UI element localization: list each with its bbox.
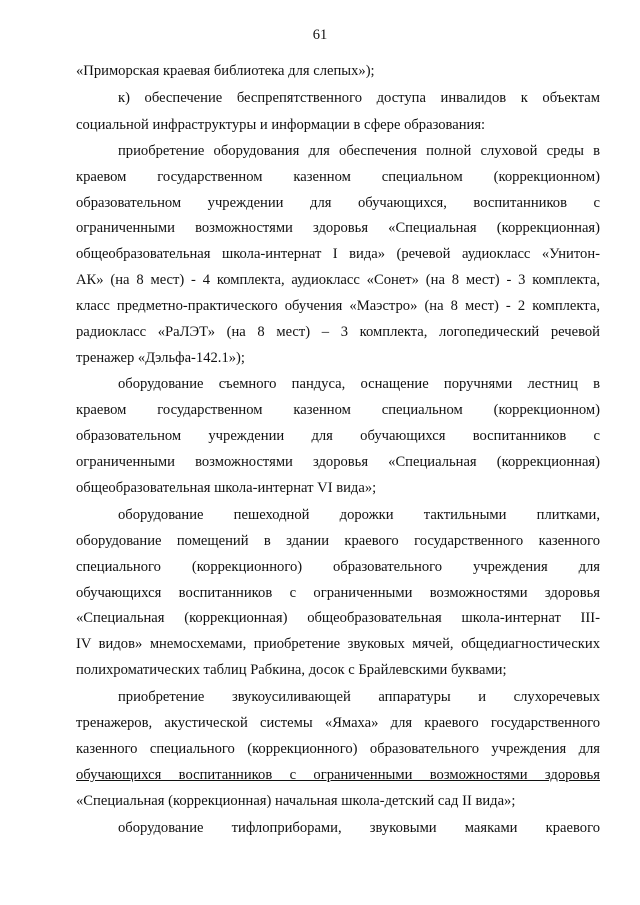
text-line: краевом государственном казенном специальном (коррекционном) — [76, 169, 600, 185]
text-line: радиокласс «РаЛЭТ» (на 8 мест) – 3 комплекта, логопедический речевой — [76, 324, 600, 340]
text-line: обучающихся воспитанников с ограниченными возможностями здоровья — [76, 767, 600, 783]
text-line: приобретение оборудования для обеспечения полной слуховой среды в — [118, 143, 600, 159]
text-line: социальной инфраструктуры и информации в сфере образования: — [76, 117, 486, 133]
text-line: общеобразовательная школа-интернат VI вида»; — [76, 480, 377, 496]
text-line: класс предметно-практического обучения «Маэстро» (на 8 мест) - 2 комплекта, — [76, 298, 600, 314]
text-line: к) обеспечение беспрепятственного доступа инвалидов к объектам — [118, 90, 600, 106]
text-line: ограниченными возможностями здоровья «Специальная (коррекционная) — [76, 220, 600, 236]
text-line: казенного специального (коррекционного) образовательного учреждения для — [76, 741, 600, 757]
text-line: оборудование съемного пандуса, оснащение поручнями лестниц в — [118, 376, 600, 392]
text-line: тренажер «Дэльфа-142.1»); — [76, 350, 245, 366]
text-line: специального (коррекционного) образовательного учреждения для — [76, 559, 600, 575]
text-line: оборудование помещений в здании краевого государственного казенного — [76, 533, 600, 549]
text-line: полихроматических таблиц Рабкина, досок с Брайлевскими буквами; — [76, 662, 507, 678]
text-line: IV видов» мнемосхемами, приобретение звуковых мячей, общедиагностических — [76, 636, 600, 652]
text-line: «Специальная (коррекционная) общеобразовательная школа-интернат III- — [76, 610, 600, 626]
text-line: краевом государственном казенном специальном (коррекционном) — [76, 402, 600, 418]
text-line: оборудование пешеходной дорожки тактильными плитками, — [118, 507, 600, 523]
text-line: тренажеров, акустической системы «Ямаха» для краевого государственного — [76, 715, 600, 731]
text-line: приобретение звукоусиливающей аппаратуры и слухоречевых — [118, 689, 600, 705]
text-line: оборудование тифлоприборами, звуковыми маяками краевого — [118, 820, 600, 836]
text-line: «Приморская краевая библиотека для слепых»); — [76, 63, 375, 79]
text-line: обучающихся воспитанников с ограниченными возможностями здоровья — [76, 585, 600, 601]
text-line: ограниченными возможностями здоровья «Специальная (коррекционная) — [76, 454, 600, 470]
page-number: 61 — [312, 27, 328, 43]
text-line: образовательном учреждении для обучающихся воспитанников с — [76, 428, 600, 444]
text-line: общеобразовательная школа-интернат I вида» (речевой аудиокласс «Унитон- — [76, 246, 600, 262]
text-line: образовательном учреждении для обучающихся, воспитанников с — [76, 195, 600, 211]
text-line: АК» (на 8 мест) - 4 комплекта, аудиокласс «Сонет» (на 8 мест) - 3 комплекта, — [76, 272, 600, 288]
text-line: «Специальная (коррекционная) начальная школа-детский сад II вида»; — [76, 793, 516, 809]
